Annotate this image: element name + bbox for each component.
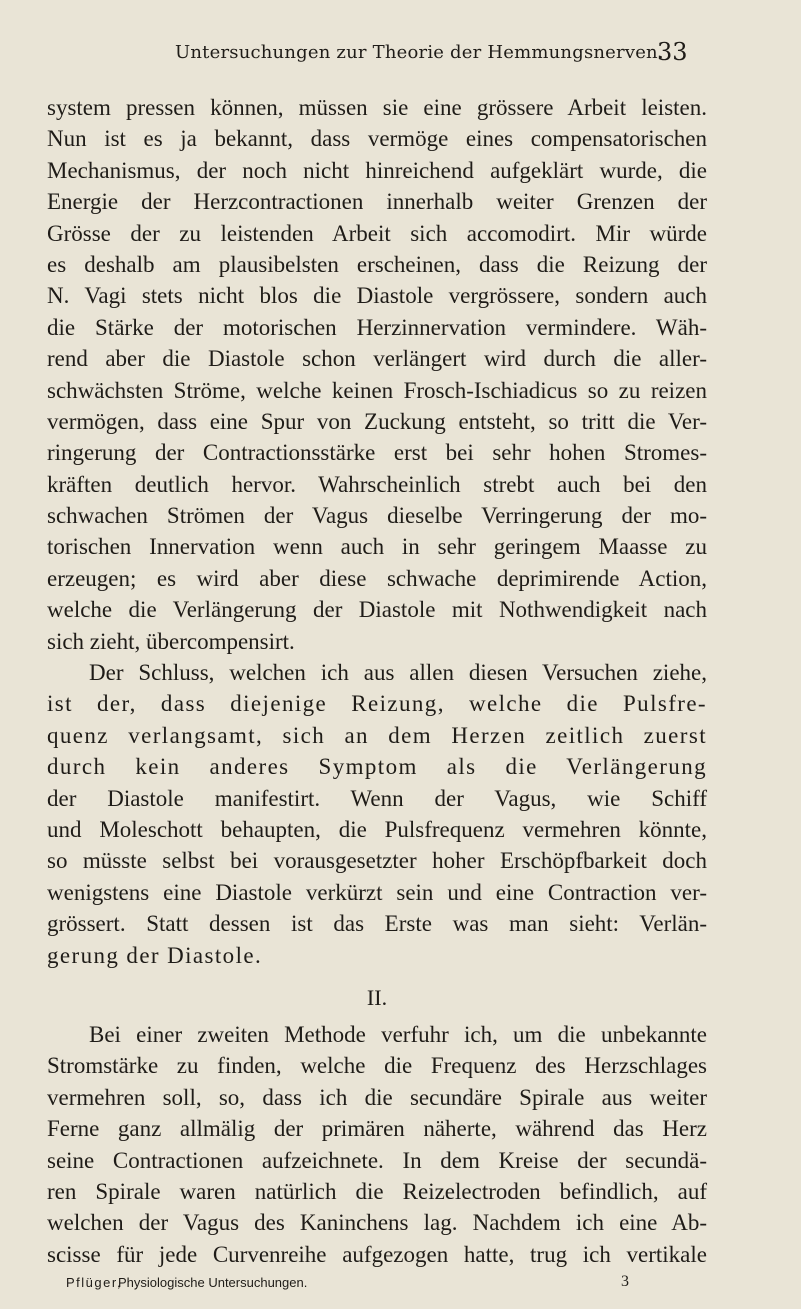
text-line: es deshalb am plausibelsten erscheinen, dass die Reizung der [47, 251, 707, 277]
text-line: vermehren soll, so, dass ich die secundäre Spirale aus weiter [47, 1084, 707, 1110]
text-line: torischen Innervation wenn auch in sehr geringem Maasse zu [47, 534, 707, 560]
text-line: seine Contractionen aufzeichnete. In dem Kreise der secundä- [47, 1147, 707, 1173]
text-line: quenz verlangsamt, sich an dem Herzen zeitlich zuerst [47, 722, 707, 748]
text-line: durch kein anderes Symptom als die Verlängerung [47, 754, 707, 780]
text-line: Energie der Herzcontractionen innerhalb weiter Grenzen der [47, 189, 707, 215]
text-line: system pressen können, müssen sie eine grössere Arbeit leisten. [47, 95, 707, 120]
text-line: rend aber die Diastole schon verlängert wird durch die aller- [47, 346, 707, 372]
text-line: erzeugen; es wird aber diese schwache deprimirende Action, [47, 565, 707, 591]
footer-author: Pflüger, [66, 1275, 123, 1290]
text-line: die Stärke der motorischen Herzinnervation vermindere. Wäh- [47, 314, 707, 340]
text-line: kräften deutlich hervor. Wahrscheinlich strebt auch bei den [47, 471, 707, 497]
text-line: Ferne ganz allmälig der primären näherte, während das Herz [47, 1116, 707, 1142]
body-text [47, 92, 707, 1270]
text-line: Bei einer zweiten Methode verfuhr ich, um die unbekannte [89, 1021, 707, 1047]
text-line: scisse für jede Curvenreihe aufgezogen hatte, trug ich vertikale [47, 1241, 707, 1267]
page-footer [66, 1275, 706, 1295]
text-line: schwächsten Ströme, welche keinen Frosch-Ischiadicus so zu reizen [47, 377, 707, 403]
text-line: Stromstärke zu finden, welche die Frequenz des Herzschlages [47, 1053, 707, 1079]
text-line: sich zieht, übercompensirt. [47, 628, 295, 654]
running-title: Untersuchungen zur Theorie der Hemmungsnerven. [175, 42, 664, 63]
text-line: Grösse der zu leistenden Arbeit sich accomodirt. Mir würde [47, 220, 707, 246]
page-number: 33 [657, 38, 688, 66]
running-head [0, 38, 801, 72]
text-line: vermögen, dass eine Spur von Zuckung entsteht, so tritt die Ver- [47, 408, 707, 434]
text-line: gerung der Diastole. [47, 942, 263, 968]
text-line: ringerung der Contractionsstärke erst bei sehr hohen Stromes- [47, 440, 707, 466]
signature-mark: 3 [621, 1273, 629, 1290]
text-line: und Moleschott behaupten, die Pulsfrequenz vermehren könnte, [47, 816, 707, 842]
text-line: so müsste selbst bei vorausgesetzter hoher Erschöpfbarkeit doch [47, 848, 707, 874]
text-line: der Diastole manifestirt. Wenn der Vagus, wie Schiff [47, 785, 707, 811]
text-line: schwachen Strömen der Vagus dieselbe Verringerung der mo- [47, 503, 707, 529]
text-line: ren Spirale waren natürlich die Reizelectroden befindlich, auf [47, 1178, 707, 1204]
footer-book-title: Physiologische Untersuchungen. [118, 1275, 308, 1290]
text-line: Der Schluss, welchen ich aus allen diesen Versuchen ziehe, [89, 660, 707, 686]
text-line: Nun ist es ja bekannt, dass vermöge eines compensatorischen [47, 126, 707, 152]
text-line: welchen der Vagus des Kaninchens lag. Nachdem ich eine Ab- [47, 1210, 707, 1236]
text-line: N. Vagi stets nicht blos die Diastole vergrössere, sondern auch [47, 283, 707, 309]
text-line: ist der, dass diejenige Reizung, welche die Pulsfre- [47, 691, 707, 717]
section-heading: II. [366, 984, 388, 1010]
text-line: Mechanismus, der noch nicht hinreichend aufgeklärt wurde, die [47, 157, 707, 183]
text-line: wenigstens eine Diastole verkürzt sein und eine Contraction ver- [47, 879, 707, 905]
text-line: welche die Verlängerung der Diastole mit Nothwendigkeit nach [47, 597, 707, 623]
text-line: grössert. Statt dessen ist das Erste was man sieht: Verlän- [47, 911, 707, 937]
